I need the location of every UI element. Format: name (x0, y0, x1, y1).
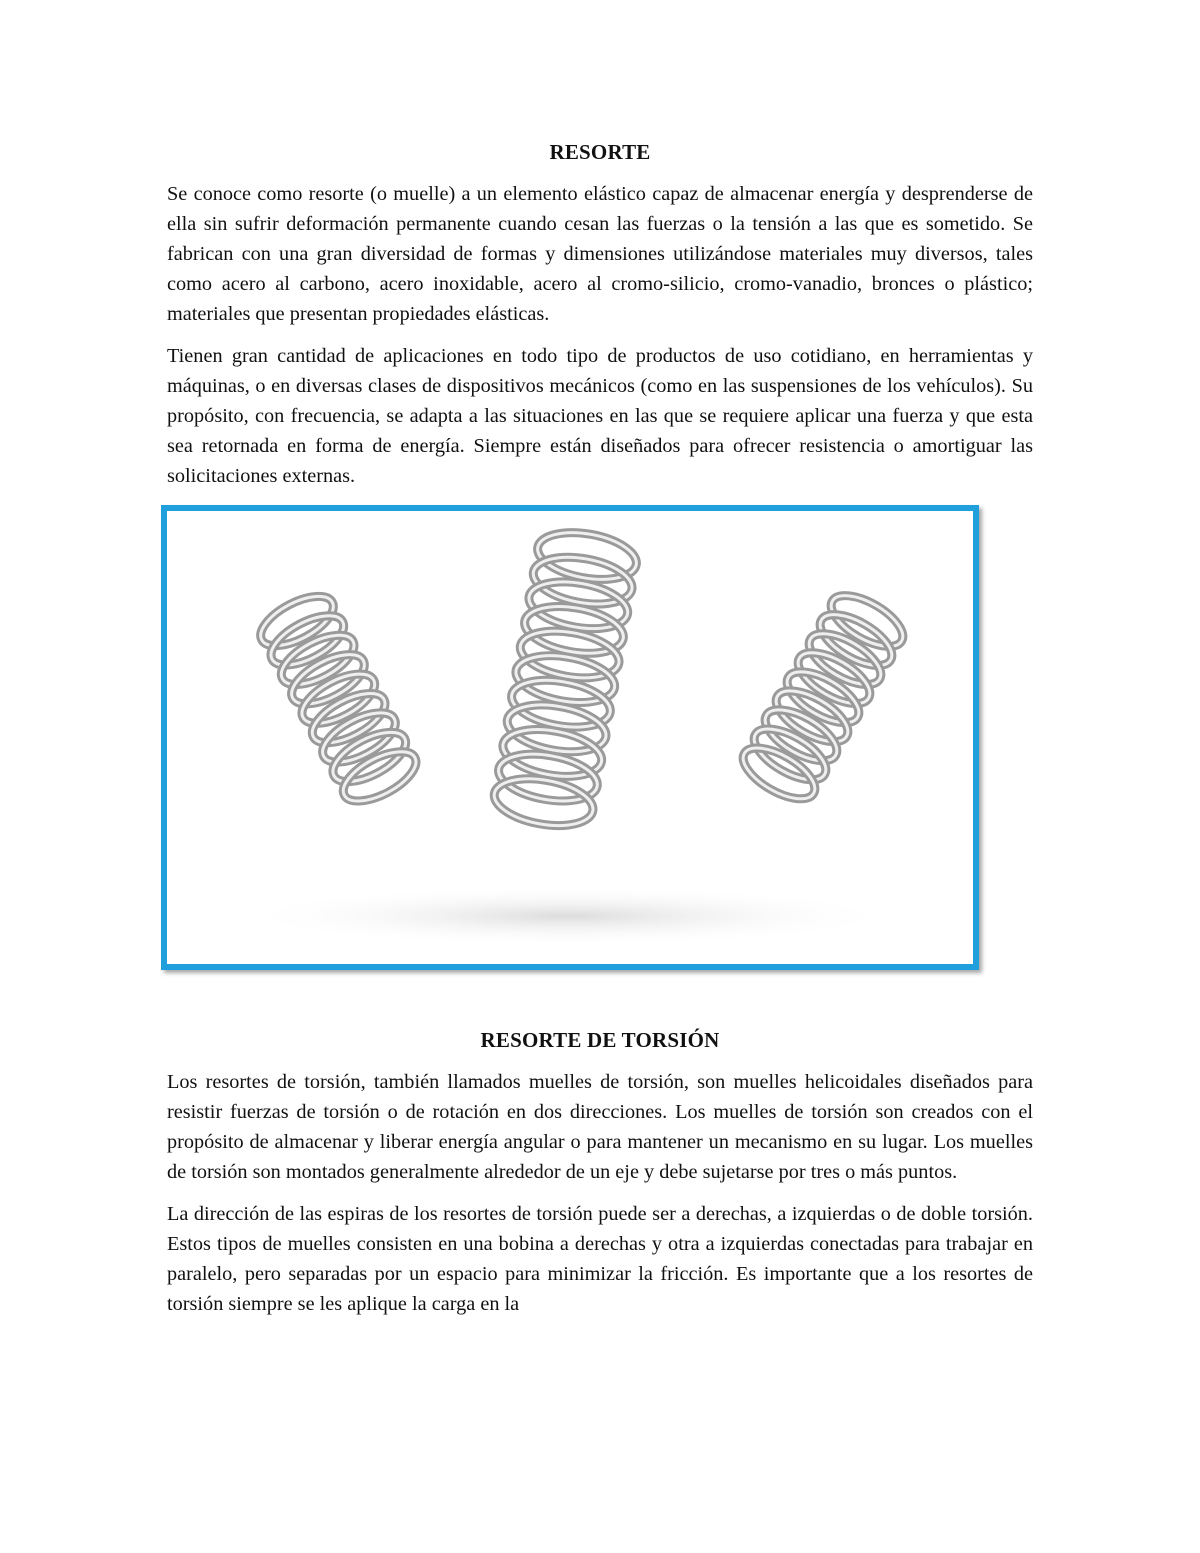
spring-right (735, 585, 910, 809)
paragraph-torsion-definition: Los resortes de torsión, también llamados muelles de torsión, son muelles helicoidales diseñados para resistir fuerzas de torsión o de rotación en dos direcciones. Los muelles de torsión son creados con el propósito de almacenar y liberar energía angular o para mantener un mecanismo en su lugar. Los muelles de torsión son montados generalmente alrededor de un eje y debe sujetarse por tres o más puntos. (167, 1071, 1033, 1183)
paragraph-torsion-direction: La dirección de las espiras de los resortes de torsión puede ser a derechas, a izquierdas o de doble torsión. Estos tipos de muelles consisten en una bobina a derechas y otra a izquierdas conectadas para trabajar en paralelo, pero separadas por un espacio para minimizar la fricción. Es importante que a los resortes de torsión siempre se les aplique la carga en la (167, 1203, 1033, 1315)
section-title-torsion: RESORTE DE TORSIÓN (480, 1028, 720, 1052)
spring-center (491, 526, 641, 833)
spacer (167, 970, 1033, 1028)
paragraph-resorte-definition: Se conoce como resorte (o muelle) a un elemento elástico capaz de almacenar energía y desprenderse de ella sin sufrir deformación permanente cuando cesan las fuerzas o la tensión a las que es sometido. Se fabrican con una gran diversidad de formas y dimensiones utilizándose materiales muy diversos, tales como acero al carbono, acero inoxidable, acero al cromo-silicio, cromo-vanadio, bronces o plástico; materiales que presentan propiedades elásticas. (167, 183, 1033, 325)
springs-image-frame (161, 505, 979, 970)
springs-illustration (167, 511, 973, 964)
spring-left (253, 586, 423, 811)
section-title-resorte: RESORTE (549, 140, 651, 164)
paragraph-resorte-applications: Tienen gran cantidad de aplicaciones en todo tipo de productos de uso cotidiano, en herramientas y máquinas, o en diversas clases de dispositivos mecánicos (como en las suspensiones de los vehículos). Su propósito, con frecuencia, se adapta a las situaciones en las que se requiere aplicar una fuerza y que esta sea retornada en forma de energía. Siempre están diseñados para ofrecer resistencia o amortiguar las solicitaciones externas. (167, 345, 1033, 487)
floor-shadow (237, 886, 897, 946)
page-content (167, 140, 1033, 1331)
